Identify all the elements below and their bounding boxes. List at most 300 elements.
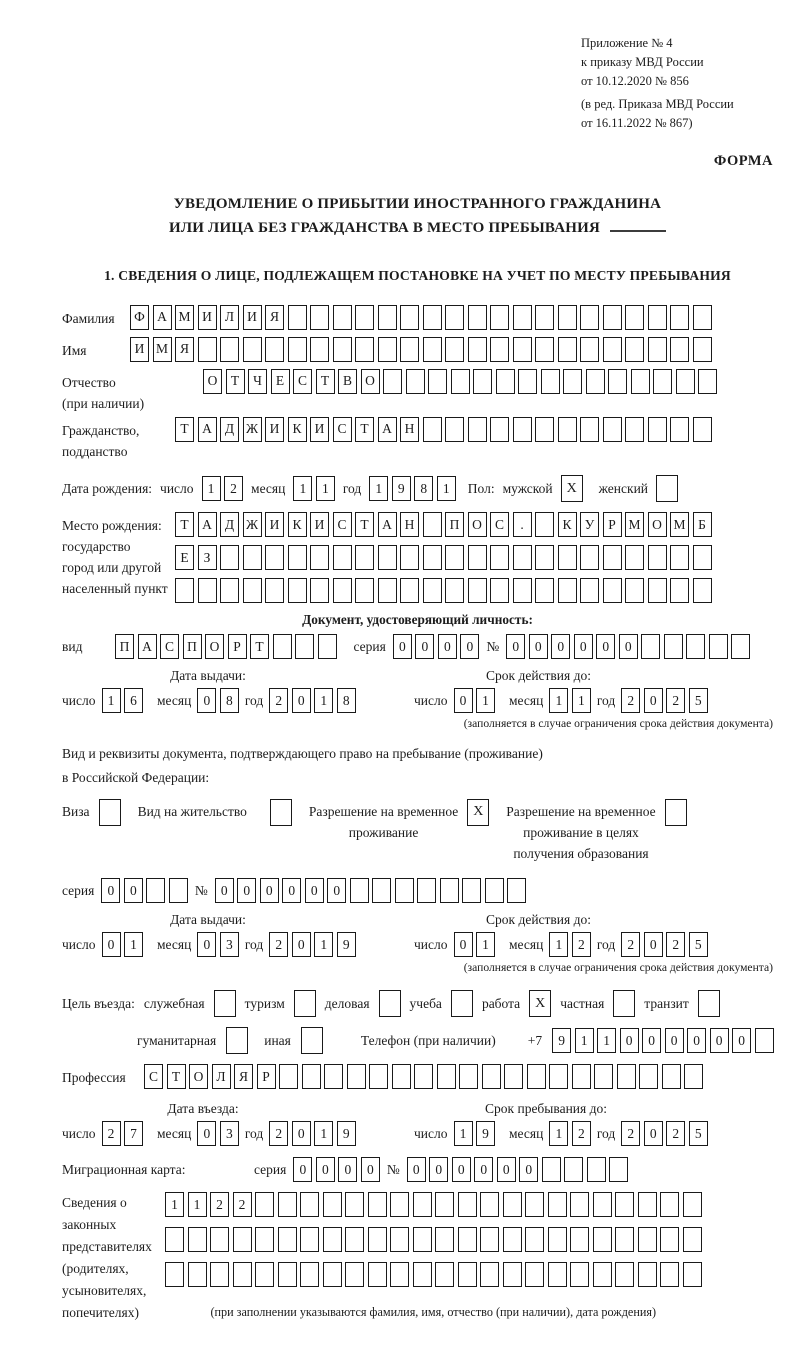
char-cell[interactable]: О [189,1064,208,1089]
char-cell[interactable]: 2 [269,688,288,713]
char-cell[interactable]: 0 [460,634,479,659]
char-cell[interactable] [683,1227,702,1252]
char-cell[interactable]: 0 [687,1028,706,1053]
char-cell[interactable]: 0 [551,634,570,659]
char-cell[interactable]: 1 [202,476,221,501]
char-cell[interactable]: Д [220,417,239,442]
char-cell[interactable]: С [490,512,509,537]
char-cell[interactable]: 0 [197,1121,216,1146]
char-cell[interactable] [400,337,419,362]
char-cell[interactable] [350,878,369,903]
char-cell[interactable]: Ж [243,417,262,442]
char-cell[interactable] [390,1227,409,1252]
char-cell[interactable]: 2 [210,1192,229,1217]
char-cell[interactable] [288,305,307,330]
char-cell[interactable]: 0 [644,1121,663,1146]
char-cell[interactable] [445,305,464,330]
char-cell[interactable] [255,1192,274,1217]
char-cell[interactable] [490,337,509,362]
char-cell[interactable] [490,305,509,330]
char-cell[interactable] [631,369,650,394]
char-cell[interactable]: Т [316,369,335,394]
char-cell[interactable] [458,1192,477,1217]
char-cell[interactable] [513,417,532,442]
char-cell[interactable]: 3 [220,932,239,957]
char-cell[interactable] [395,878,414,903]
char-cell[interactable] [368,1227,387,1252]
char-cell[interactable] [683,1192,702,1217]
char-cell[interactable]: Ч [248,369,267,394]
char-cell[interactable] [413,1262,432,1287]
char-cell[interactable] [558,545,577,570]
char-cell[interactable]: 2 [621,688,640,713]
char-cell[interactable]: Т [167,1064,186,1089]
char-cell[interactable]: А [378,417,397,442]
char-cell[interactable] [693,578,712,603]
char-cell[interactable]: 0 [293,1157,312,1182]
char-cell[interactable] [440,878,459,903]
char-cell[interactable] [233,1262,252,1287]
char-cell[interactable]: 0 [454,688,473,713]
char-cell[interactable]: 1 [549,932,568,957]
char-cell[interactable] [435,1192,454,1217]
char-cell[interactable]: 1 [316,476,335,501]
char-cell[interactable] [653,369,672,394]
char-cell[interactable] [210,1262,229,1287]
char-cell[interactable] [603,417,622,442]
char-cell[interactable] [603,578,622,603]
purpose-work-checkbox[interactable]: X [529,990,551,1017]
char-cell[interactable]: 0 [260,878,279,903]
char-cell[interactable] [445,545,464,570]
char-cell[interactable] [593,1227,612,1252]
char-cell[interactable] [609,1157,628,1182]
char-cell[interactable] [698,369,717,394]
char-cell[interactable] [625,417,644,442]
char-cell[interactable] [423,545,442,570]
char-cell[interactable] [572,1064,591,1089]
char-cell[interactable]: 2 [572,1121,591,1146]
char-cell[interactable]: Т [355,512,374,537]
char-cell[interactable]: 8 [414,476,433,501]
char-cell[interactable] [243,578,262,603]
char-cell[interactable] [541,369,560,394]
char-cell[interactable] [406,369,425,394]
char-cell[interactable]: Л [212,1064,231,1089]
char-cell[interactable] [535,578,554,603]
char-cell[interactable]: 0 [305,878,324,903]
char-cell[interactable]: Ф [130,305,149,330]
char-cell[interactable] [288,578,307,603]
char-cell[interactable]: 2 [572,932,591,957]
char-cell[interactable] [593,1262,612,1287]
char-cell[interactable] [233,1227,252,1252]
char-cell[interactable]: П [445,512,464,537]
char-cell[interactable] [480,1227,499,1252]
char-cell[interactable] [558,578,577,603]
char-cell[interactable]: С [333,512,352,537]
char-cell[interactable]: Я [175,337,194,362]
char-cell[interactable]: 5 [689,688,708,713]
char-cell[interactable] [368,1262,387,1287]
char-cell[interactable]: 0 [710,1028,729,1053]
char-cell[interactable]: 9 [337,1121,356,1146]
char-cell[interactable]: 8 [220,688,239,713]
char-cell[interactable] [273,634,292,659]
char-cell[interactable]: 0 [292,1121,311,1146]
char-cell[interactable] [323,1192,342,1217]
char-cell[interactable] [323,1227,342,1252]
char-cell[interactable] [310,305,329,330]
char-cell[interactable]: 7 [124,1121,143,1146]
char-cell[interactable] [428,369,447,394]
char-cell[interactable]: 5 [689,1121,708,1146]
char-cell[interactable] [670,337,689,362]
char-cell[interactable]: 2 [233,1192,252,1217]
char-cell[interactable] [639,1064,658,1089]
char-cell[interactable] [503,1192,522,1217]
char-cell[interactable]: 1 [165,1192,184,1217]
char-cell[interactable] [210,1227,229,1252]
char-cell[interactable]: Т [250,634,269,659]
char-cell[interactable]: 0 [361,1157,380,1182]
char-cell[interactable] [333,337,352,362]
char-cell[interactable]: 0 [644,688,663,713]
char-cell[interactable]: 0 [429,1157,448,1182]
char-cell[interactable]: 0 [497,1157,516,1182]
char-cell[interactable] [504,1064,523,1089]
char-cell[interactable] [333,545,352,570]
char-cell[interactable]: 0 [454,932,473,957]
char-cell[interactable]: 0 [215,878,234,903]
char-cell[interactable]: 0 [415,634,434,659]
char-cell[interactable]: 2 [102,1121,121,1146]
char-cell[interactable] [146,878,165,903]
char-cell[interactable] [423,578,442,603]
char-cell[interactable]: И [265,512,284,537]
char-cell[interactable] [265,578,284,603]
char-cell[interactable]: 2 [269,1121,288,1146]
char-cell[interactable] [513,305,532,330]
char-cell[interactable] [648,545,667,570]
char-cell[interactable]: И [243,305,262,330]
char-cell[interactable] [300,1262,319,1287]
char-cell[interactable]: 1 [454,1121,473,1146]
char-cell[interactable]: Т [175,512,194,537]
char-cell[interactable]: С [160,634,179,659]
char-cell[interactable] [586,369,605,394]
char-cell[interactable]: О [468,512,487,537]
char-cell[interactable] [625,545,644,570]
char-cell[interactable] [525,1192,544,1217]
char-cell[interactable] [468,578,487,603]
char-cell[interactable] [684,1064,703,1089]
char-cell[interactable]: 0 [197,932,216,957]
char-cell[interactable] [535,545,554,570]
char-cell[interactable] [445,578,464,603]
purpose-humanitarian-checkbox[interactable] [226,1027,248,1054]
char-cell[interactable]: Т [355,417,374,442]
char-cell[interactable]: 0 [124,878,143,903]
char-cell[interactable]: 0 [292,688,311,713]
char-cell[interactable] [755,1028,774,1053]
char-cell[interactable]: 0 [407,1157,426,1182]
char-cell[interactable] [648,578,667,603]
char-cell[interactable] [459,1064,478,1089]
char-cell[interactable]: 0 [506,634,525,659]
char-cell[interactable] [558,337,577,362]
char-cell[interactable]: И [310,417,329,442]
char-cell[interactable]: О [205,634,224,659]
char-cell[interactable]: П [183,634,202,659]
char-cell[interactable] [525,1227,544,1252]
char-cell[interactable] [594,1064,613,1089]
char-cell[interactable] [625,578,644,603]
char-cell[interactable] [414,1064,433,1089]
char-cell[interactable]: 2 [666,932,685,957]
char-cell[interactable] [525,1262,544,1287]
char-cell[interactable]: 1 [293,476,312,501]
purpose-tourism-checkbox[interactable] [294,990,316,1017]
char-cell[interactable]: Б [693,512,712,537]
char-cell[interactable]: 2 [666,1121,685,1146]
char-cell[interactable] [378,578,397,603]
char-cell[interactable] [188,1227,207,1252]
sex-female-checkbox[interactable] [656,475,678,502]
char-cell[interactable]: 0 [644,932,663,957]
char-cell[interactable] [355,545,374,570]
char-cell[interactable] [220,545,239,570]
char-cell[interactable]: Л [220,305,239,330]
char-cell[interactable]: 2 [666,688,685,713]
char-cell[interactable] [295,634,314,659]
char-cell[interactable]: 6 [124,688,143,713]
char-cell[interactable] [615,1192,634,1217]
char-cell[interactable] [490,417,509,442]
char-cell[interactable] [165,1262,184,1287]
char-cell[interactable]: 0 [519,1157,538,1182]
char-cell[interactable] [458,1227,477,1252]
char-cell[interactable] [333,305,352,330]
char-cell[interactable] [513,578,532,603]
char-cell[interactable] [638,1227,657,1252]
char-cell[interactable] [278,1227,297,1252]
char-cell[interactable]: 1 [124,932,143,957]
char-cell[interactable] [324,1064,343,1089]
char-cell[interactable] [243,337,262,362]
char-cell[interactable] [302,1064,321,1089]
char-cell[interactable] [255,1262,274,1287]
char-cell[interactable]: 0 [665,1028,684,1053]
char-cell[interactable]: 0 [282,878,301,903]
char-cell[interactable]: М [670,512,689,537]
char-cell[interactable] [445,417,464,442]
char-cell[interactable] [563,369,582,394]
char-cell[interactable] [580,578,599,603]
char-cell[interactable] [660,1262,679,1287]
char-cell[interactable]: И [130,337,149,362]
char-cell[interactable]: 0 [529,634,548,659]
char-cell[interactable] [417,878,436,903]
char-cell[interactable] [648,417,667,442]
char-cell[interactable]: 5 [689,932,708,957]
char-cell[interactable] [482,1064,501,1089]
purpose-study-checkbox[interactable] [451,990,473,1017]
char-cell[interactable] [587,1157,606,1182]
char-cell[interactable] [198,337,217,362]
char-cell[interactable]: П [115,634,134,659]
temp-residence-checkbox[interactable]: X [467,799,489,826]
char-cell[interactable]: Я [265,305,284,330]
char-cell[interactable] [617,1064,636,1089]
char-cell[interactable]: А [138,634,157,659]
char-cell[interactable] [288,545,307,570]
char-cell[interactable] [169,878,188,903]
char-cell[interactable] [693,545,712,570]
char-cell[interactable] [390,1192,409,1217]
char-cell[interactable] [345,1262,364,1287]
char-cell[interactable]: И [265,417,284,442]
char-cell[interactable] [664,634,683,659]
char-cell[interactable] [369,1064,388,1089]
char-cell[interactable]: Р [603,512,622,537]
char-cell[interactable] [518,369,537,394]
char-cell[interactable]: Я [234,1064,253,1089]
char-cell[interactable]: З [198,545,217,570]
char-cell[interactable] [625,337,644,362]
char-cell[interactable]: 0 [338,1157,357,1182]
char-cell[interactable]: 1 [572,688,591,713]
char-cell[interactable] [323,1262,342,1287]
char-cell[interactable] [400,305,419,330]
char-cell[interactable] [345,1192,364,1217]
char-cell[interactable]: 1 [549,688,568,713]
char-cell[interactable]: 1 [314,688,333,713]
char-cell[interactable] [558,417,577,442]
char-cell[interactable]: 0 [642,1028,661,1053]
char-cell[interactable] [368,1192,387,1217]
char-cell[interactable]: 2 [621,1121,640,1146]
char-cell[interactable]: 1 [102,688,121,713]
char-cell[interactable] [255,1227,274,1252]
char-cell[interactable] [347,1064,366,1089]
char-cell[interactable]: 8 [337,688,356,713]
char-cell[interactable] [731,634,750,659]
char-cell[interactable] [641,634,660,659]
char-cell[interactable]: 1 [549,1121,568,1146]
char-cell[interactable]: 9 [337,932,356,957]
char-cell[interactable]: 1 [476,932,495,957]
char-cell[interactable] [535,305,554,330]
char-cell[interactable] [693,417,712,442]
char-cell[interactable]: О [203,369,222,394]
char-cell[interactable] [503,1227,522,1252]
char-cell[interactable]: 0 [101,878,120,903]
char-cell[interactable]: Р [228,634,247,659]
char-cell[interactable]: 0 [620,1028,639,1053]
char-cell[interactable] [593,1192,612,1217]
char-cell[interactable] [265,337,284,362]
char-cell[interactable] [549,1064,568,1089]
char-cell[interactable] [198,578,217,603]
char-cell[interactable] [485,878,504,903]
char-cell[interactable]: И [198,305,217,330]
char-cell[interactable] [390,1262,409,1287]
char-cell[interactable] [570,1192,589,1217]
char-cell[interactable] [660,1227,679,1252]
char-cell[interactable] [265,545,284,570]
char-cell[interactable]: Т [226,369,245,394]
char-cell[interactable] [175,578,194,603]
char-cell[interactable] [165,1227,184,1252]
char-cell[interactable] [243,545,262,570]
char-cell[interactable] [468,417,487,442]
char-cell[interactable] [686,634,705,659]
char-cell[interactable] [638,1262,657,1287]
char-cell[interactable] [648,305,667,330]
char-cell[interactable]: 0 [452,1157,471,1182]
char-cell[interactable] [625,305,644,330]
char-cell[interactable]: 1 [597,1028,616,1053]
char-cell[interactable] [333,578,352,603]
char-cell[interactable] [318,634,337,659]
char-cell[interactable] [300,1227,319,1252]
char-cell[interactable]: А [198,417,217,442]
char-cell[interactable] [548,1192,567,1217]
char-cell[interactable]: 0 [292,932,311,957]
char-cell[interactable] [451,369,470,394]
char-cell[interactable]: 1 [314,932,333,957]
char-cell[interactable] [662,1064,681,1089]
char-cell[interactable] [670,578,689,603]
char-cell[interactable] [372,878,391,903]
char-cell[interactable] [423,305,442,330]
visa-checkbox[interactable] [99,799,121,826]
char-cell[interactable] [513,337,532,362]
char-cell[interactable]: 0 [393,634,412,659]
purpose-other-checkbox[interactable] [301,1027,323,1054]
char-cell[interactable]: У [580,512,599,537]
char-cell[interactable] [490,578,509,603]
char-cell[interactable] [542,1157,561,1182]
char-cell[interactable] [468,337,487,362]
purpose-official-checkbox[interactable] [214,990,236,1017]
char-cell[interactable] [535,417,554,442]
char-cell[interactable] [535,512,554,537]
char-cell[interactable] [355,578,374,603]
char-cell[interactable]: 0 [327,878,346,903]
char-cell[interactable]: 0 [316,1157,335,1182]
char-cell[interactable] [608,369,627,394]
char-cell[interactable]: Ж [243,512,262,537]
char-cell[interactable]: С [144,1064,163,1089]
char-cell[interactable] [473,369,492,394]
char-cell[interactable] [638,1192,657,1217]
char-cell[interactable]: Н [400,512,419,537]
char-cell[interactable] [507,878,526,903]
char-cell[interactable]: 1 [369,476,388,501]
char-cell[interactable] [392,1064,411,1089]
char-cell[interactable] [558,305,577,330]
char-cell[interactable] [310,337,329,362]
purpose-transit-checkbox[interactable] [698,990,720,1017]
char-cell[interactable] [670,545,689,570]
char-cell[interactable] [490,545,509,570]
char-cell[interactable]: 0 [732,1028,751,1053]
char-cell[interactable] [355,337,374,362]
char-cell[interactable] [603,545,622,570]
char-cell[interactable] [580,305,599,330]
